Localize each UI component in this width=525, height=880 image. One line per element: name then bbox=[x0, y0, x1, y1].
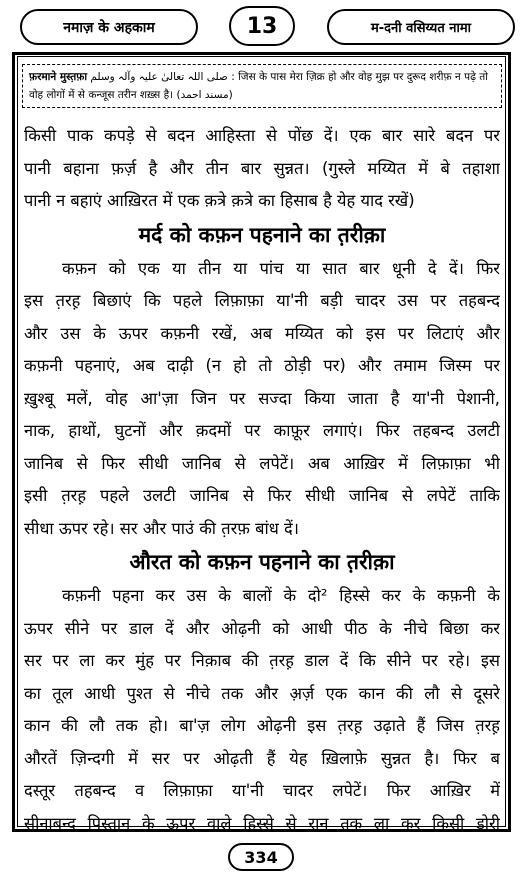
body-line: दस्तूर तहबन्द व लिफ़ाफ़ा या'नी चादर लपेटें। फिर आख़िर में bbox=[24, 781, 500, 800]
body-line: किसी पाक कपड़े से बदन आहिस्ता से पोंछ दें। एक बार सारे बदन पर bbox=[24, 126, 500, 145]
section-heading-women-shroud: औरत को कफ़न पहनाने का त़रीक़ा bbox=[129, 550, 395, 574]
body-line: कफ़नी पहनाएं, अब दाढ़ी (न हो तो ठोड़ी पर) और तमाम जिस्म पर bbox=[24, 356, 500, 375]
body-line: और उस के ऊपर कफ़नी रखें, अब मय्यित को इस पर लिटाएं और bbox=[24, 323, 500, 343]
quote-label: फ़रमाने मुस्त़फ़ा bbox=[29, 71, 88, 83]
header-chapter-title: नमाज़ के अहकाम bbox=[20, 9, 198, 45]
footer-page-number: 334 bbox=[228, 843, 294, 871]
body-line: ऊपर सीने पर डाल दें और ओढ़नी को आधी पीठ के नीचे बिछा कर bbox=[24, 618, 500, 638]
body-line: का तूल आधी पुश्त से नीचे तक और अ़र्ज़ एक कान की लौ से दूसरे bbox=[24, 683, 500, 703]
body-line: पानी न बहाएं आख़िरत में एक क़त्रे क़त्रे का हिसाब है येह याद रखें) bbox=[24, 191, 415, 210]
quote-salutation: صلی اللہ تعالیٰ علیہ وآلہ وسلم bbox=[90, 71, 228, 83]
page-body bbox=[24, 120, 500, 840]
body-line: सीनाबन्द पिस्तान के ऊपर वाले हिस्से से रान तक ला कर किसी डोरी bbox=[24, 813, 500, 833]
body-line: औरतें ज़िन्दगी में सर पर ओढ़ती हैं येह ख़िलाफ़े सुन्नत है। फिर ब bbox=[24, 748, 500, 768]
body-line: कफ़न को एक या तीन या पांच या सात बार धूनी दे दें। फिर bbox=[62, 258, 500, 278]
body-line: पानी बहाना फ़र्ज़ है और तीन बार सुन्नत। (गुस्ले मय्यित में बे तहाशा bbox=[24, 158, 500, 178]
section-heading-men-shroud: मर्द को कफ़न पहनाने का त़रीक़ा bbox=[138, 222, 386, 247]
body-line: सर पर ला कर मुंह पर निक़ाब की त़रह़ डाल दें कि सीने पर रहे। इस bbox=[24, 651, 500, 670]
hadith-quote-box bbox=[22, 64, 502, 108]
body-line: ख़ुश्बू मलें, वोह आ'ज़ा जिन पर सज्दा किया जाता है या'नी पेशानी, bbox=[24, 388, 500, 408]
body-line: इस त़रह़ बिछाएं कि पहले लिफ़ाफ़ा या'नी बड़ी चादर उस पर तहबन्द bbox=[24, 291, 500, 310]
body-line: कफ़नी पहना कर उस के बालों के दो² हिस्से कर के कफ़नी के bbox=[62, 586, 500, 605]
body-line: इसी त़रह़ पहले उलटी जानिब से फिर सीधी जानिब से लपेटें ताकि bbox=[24, 486, 500, 505]
header-book-title: म-दनी वसिय्यत नामा bbox=[327, 9, 515, 45]
body-line: जानिब से फिर सीधी जानिब से लपेटें। अब आख़िर में लिफ़ाफ़ा भी bbox=[24, 453, 500, 473]
header-page-number: 13 bbox=[229, 6, 295, 46]
quote-text: : जिस के पास मेरा ज़िक्र हो और वोह मुझ पर दुरूद शरीफ़ न पढ़े तो वोह लोगों में से कन्जूस तरीन शख़्स है। (مسند احمد) bbox=[29, 71, 489, 101]
body-line: सीधा ऊपर रहे। सर और पाउं की त़रफ़ बांध दें। bbox=[24, 518, 299, 538]
body-line: नाक, हाथों, घुटनों और क़दमों पर काफ़ूर लगाएं। फिर तहबन्द उलटी bbox=[24, 421, 500, 440]
body-line: कान की लौ तक हो। बा'ज़ लोग ओढ़नी इस त़रह़ उढ़ाते हैं जिस त़रह़ bbox=[24, 716, 500, 735]
